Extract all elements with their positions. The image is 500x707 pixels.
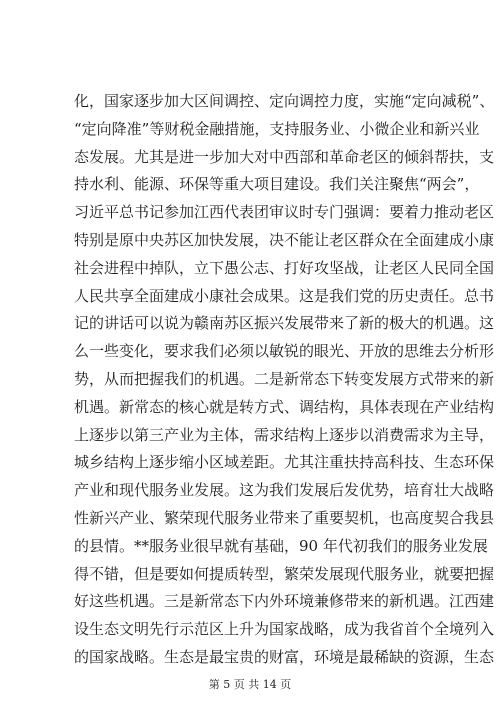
text-line: 人民共享全面建成小康社会成果。这是我们党的历史责任。总书 <box>74 286 495 305</box>
text-line: 的县情。**服务业很早就有基础，90 年代初我们的服务业发展 <box>74 536 488 555</box>
text-line: 习近平总书记参加江西代表团审议时专门强调：要着力推动老区 <box>74 203 495 222</box>
body-text <box>74 88 495 672</box>
text-line: 么一些变化，要求我们必须以敏锐的眼光、开放的思维去分析形 <box>74 342 495 361</box>
page-number-footer: 第 5 页 共 14 页 <box>208 678 292 691</box>
text-line: 设生态文明先行示范区上升为国家战略，成为我省首个全境列入 <box>74 620 495 639</box>
text-line: 的国家战略。生态是最宝贵的财富，环境是最稀缺的资源，生态 <box>74 647 495 666</box>
text-line: 好这些机遇。三是新常态下内外环境兼修带来的新机遇。江西建 <box>74 592 495 611</box>
text-line: 持水利、能源、环保等重大项目建设。我们关注聚焦“两会”， <box>74 175 480 194</box>
text-line: 得不错，但是要如何提质转型，繁荣发展现代服务业，就要把握 <box>74 564 495 583</box>
text-line: 社会进程中掉队，立下愚公志、打好攻坚战，让老区人民同全国 <box>74 258 495 277</box>
text-line: 上逐步以第三产业为主体，需求结构上逐步以消费需求为主导， <box>74 425 495 444</box>
text-line: 机遇。新常态的核心就是转方式、调结构，具体表现在产业结构 <box>74 397 495 416</box>
text-line: 记的讲话可以说为赣南苏区振兴发展带来了新的极大的机遇。这 <box>74 314 495 333</box>
text-line: 产业和现代服务业发展。这为我们发展后发优势，培育壮大战略 <box>74 481 495 500</box>
text-line: 态发展。尤其是进一步加大对中西部和革命老区的倾斜帮扶，支 <box>74 147 495 166</box>
text-line: 化，国家逐步加大区间调控、定向调控力度，实施“定向减税”、 <box>74 92 495 110</box>
text-line: “定向降准”等财税金融措施，支持服务业、小微企业和新兴业 <box>74 119 480 138</box>
text-line: 性新兴产业、繁荣现代服务业带来了重要契机，也高度契合我县 <box>74 508 495 527</box>
text-line: 势，从而把握我们的机遇。二是新常态下转变发展方式带来的新 <box>74 369 495 388</box>
text-line: 城乡结构上逐步缩小区域差距。尤其注重扶持高科技、生态环保 <box>74 453 495 472</box>
text-line: 特别是原中央苏区加快发展，决不能让老区群众在全面建成小康 <box>74 230 495 249</box>
